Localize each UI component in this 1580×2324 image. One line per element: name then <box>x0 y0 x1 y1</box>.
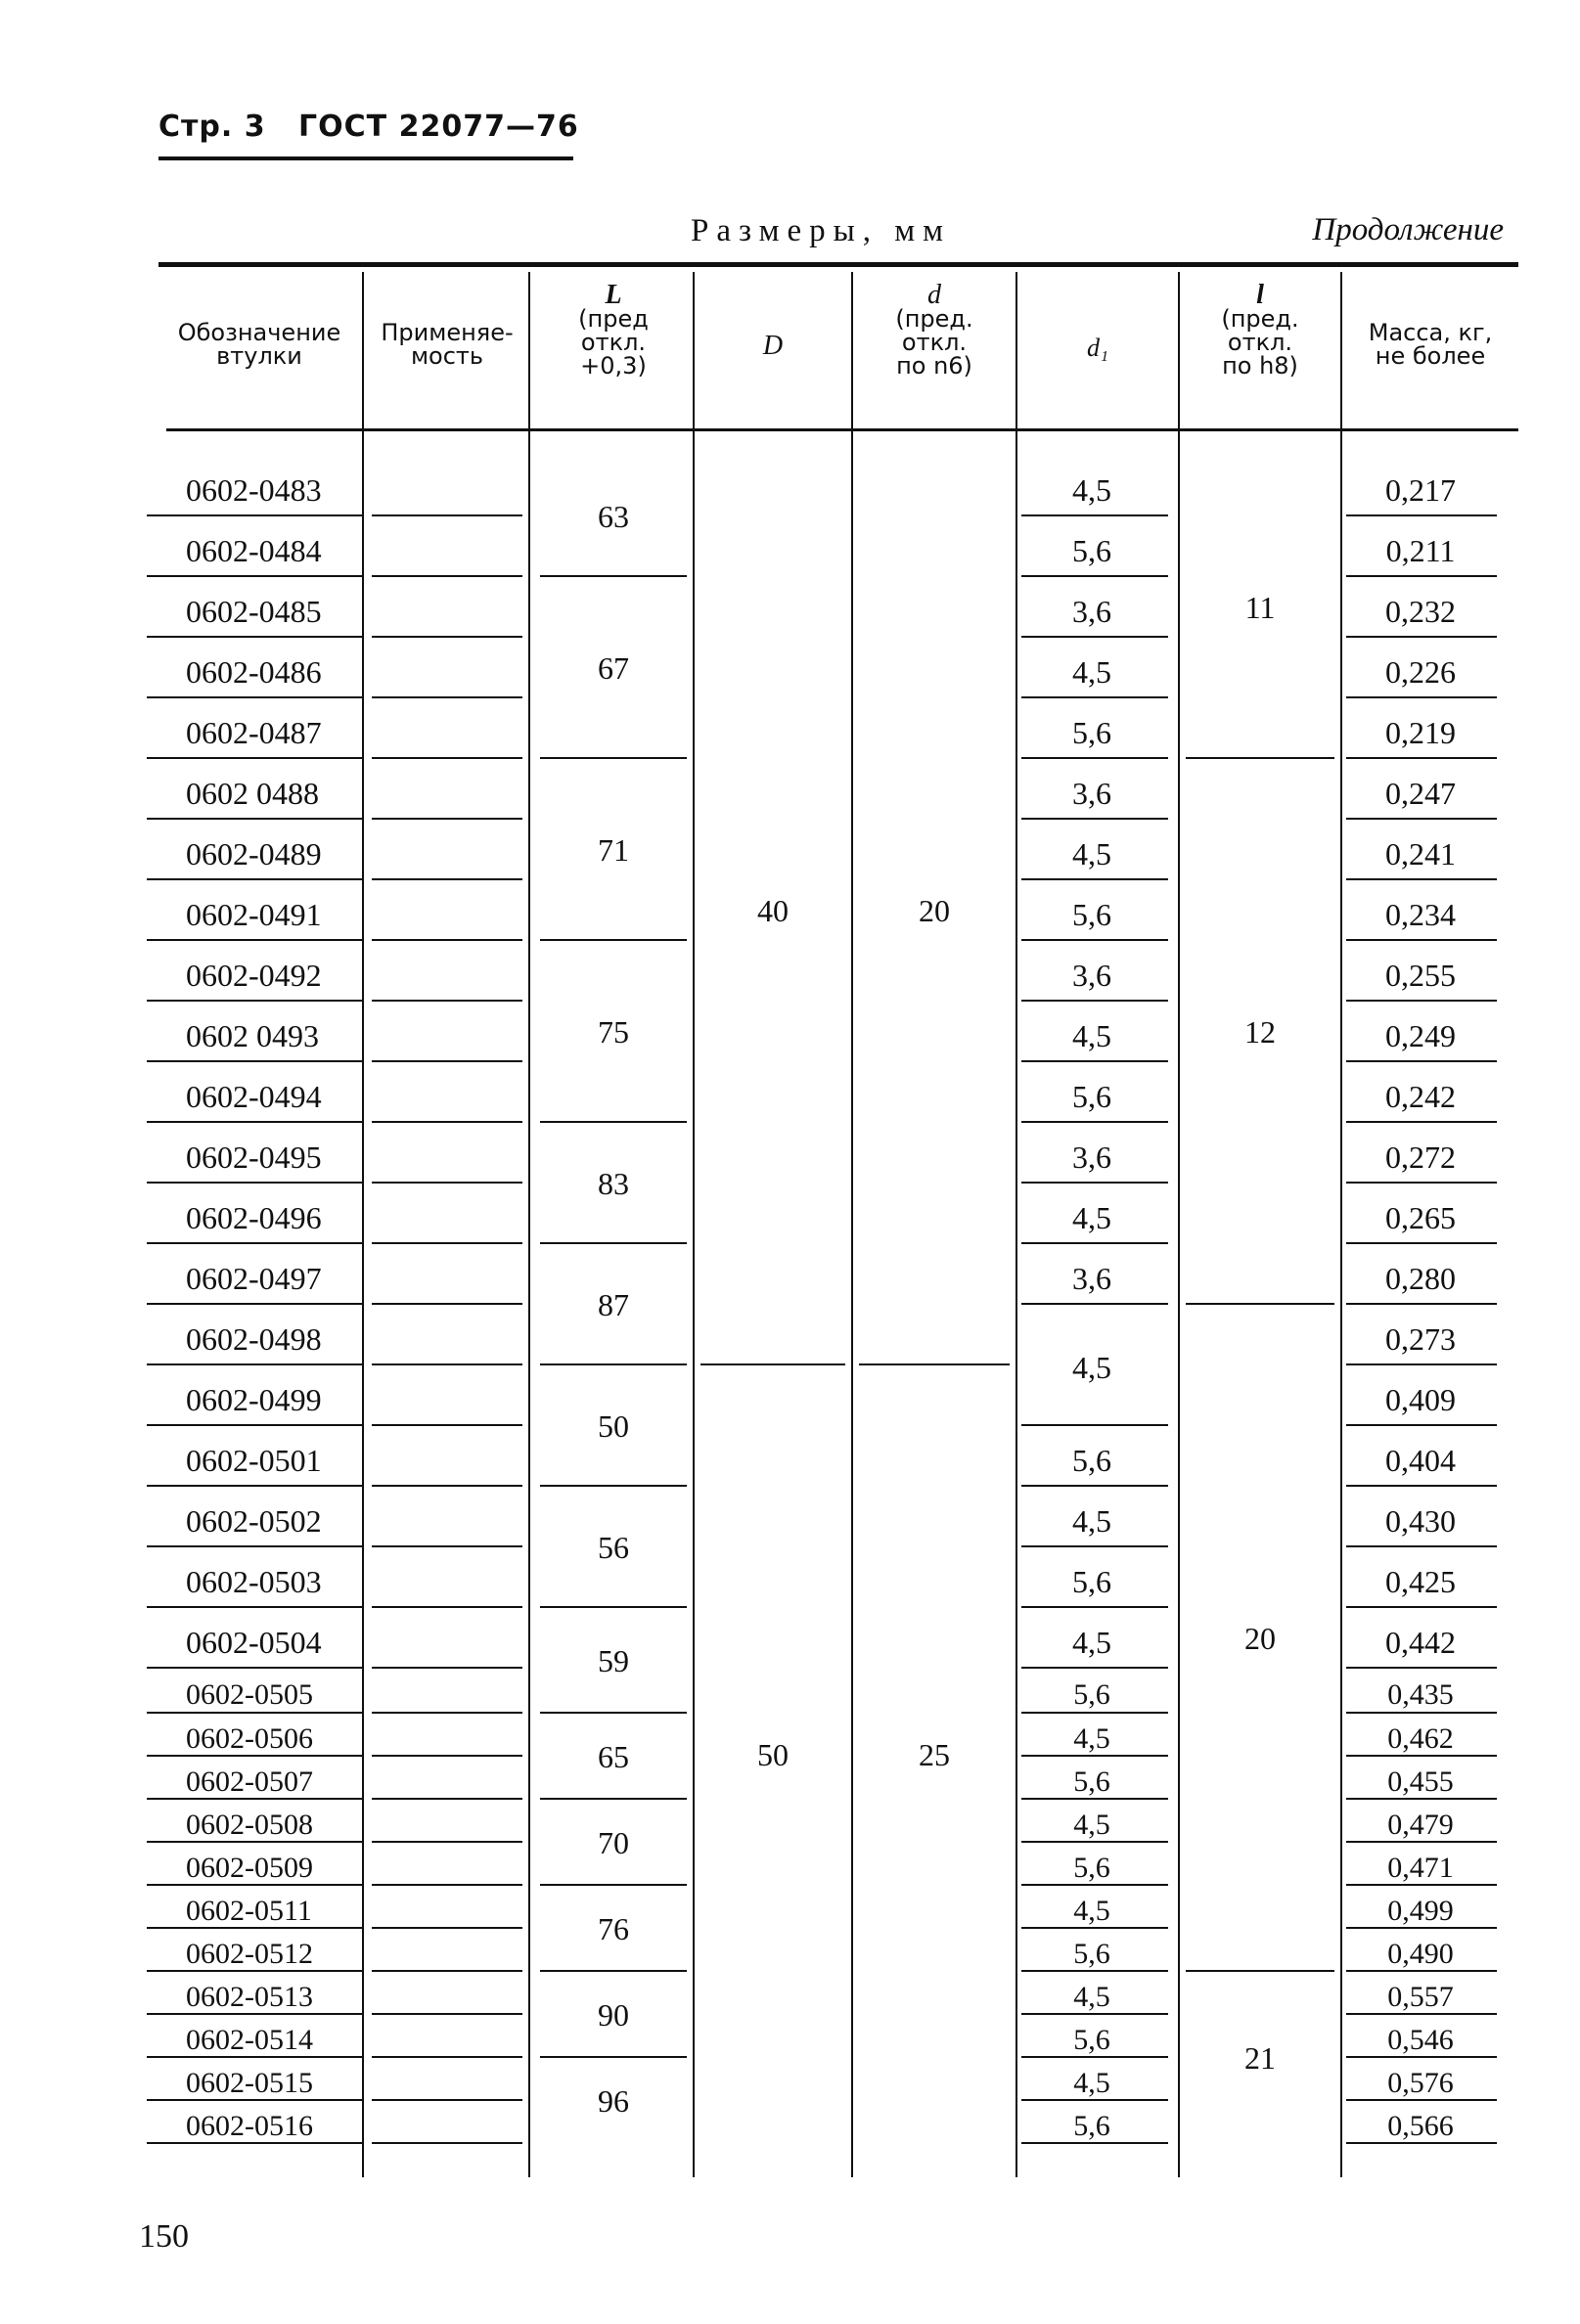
L-cell-rule <box>540 757 687 759</box>
row-rule <box>1021 1000 1168 1002</box>
row-rule <box>1346 1242 1497 1244</box>
row-rule <box>1346 1303 1497 1305</box>
mass-cell: 0,404 <box>1385 1443 1456 1478</box>
page-label: Стр. 3 <box>158 110 266 144</box>
d1-cell: 5,6 <box>1073 1852 1110 1884</box>
row-rule <box>147 818 362 820</box>
row-rule <box>1021 757 1168 759</box>
d1-cell: 5,6 <box>1072 1564 1111 1599</box>
row-rule <box>1346 1884 1497 1886</box>
mass-cell: 0,272 <box>1385 1140 1456 1175</box>
row-rule <box>1346 1970 1497 1972</box>
column-rule <box>693 272 695 2177</box>
row-rule <box>372 2099 522 2101</box>
row-rule <box>147 1841 362 1843</box>
L-cell-rule <box>540 1712 687 1714</box>
designation-cell: 0602-0496 <box>186 1200 322 1235</box>
row-rule <box>372 1363 522 1365</box>
row-rule <box>147 1303 362 1305</box>
row-rule <box>1021 1182 1168 1184</box>
continuation-label: Продолжение <box>1312 212 1504 247</box>
header-d-note: (пред. откл. по n6) <box>895 305 973 380</box>
row-rule <box>372 1060 522 1062</box>
designation-cell: 0602-0511 <box>186 1895 312 1927</box>
row-rule <box>147 1755 362 1757</box>
row-rule <box>147 2142 362 2144</box>
table-header-bottom-rule <box>166 428 1518 431</box>
standard-label: ГОСТ 22077—76 <box>298 110 579 144</box>
row-rule <box>372 1667 522 1669</box>
d1-cell: 4,5 <box>1073 2067 1110 2099</box>
row-rule <box>372 636 522 638</box>
d1-cell: 3,6 <box>1072 1140 1111 1175</box>
L-cell: 83 <box>598 1166 629 1201</box>
designation-cell: 0602-0515 <box>186 2067 313 2099</box>
row-rule <box>1346 818 1497 820</box>
header-L-note: (пред откл. +0,3) <box>578 305 649 380</box>
header-D <box>695 331 851 361</box>
row-rule <box>1021 1545 1168 1547</box>
header-underline <box>158 156 573 160</box>
d1-cell: 5,6 <box>1073 1938 1110 1970</box>
row-rule <box>1346 1841 1497 1843</box>
row-rule <box>1021 878 1168 880</box>
d1-cell: 3,6 <box>1072 594 1111 629</box>
row-rule <box>372 818 522 820</box>
row-rule <box>372 1606 522 1608</box>
row-rule <box>147 1606 362 1608</box>
d1-cell: 3,6 <box>1072 776 1111 811</box>
d1-cell: 4,5 <box>1072 1503 1111 1539</box>
row-rule <box>1346 1182 1497 1184</box>
l-cell-rule <box>1186 757 1334 759</box>
L-cell: 70 <box>598 1825 629 1860</box>
row-rule <box>1346 1121 1497 1123</box>
row-rule <box>1021 1242 1168 1244</box>
mass-cell: 0,490 <box>1387 1938 1454 1970</box>
row-rule <box>147 2099 362 2101</box>
row-rule <box>1021 2013 1168 2015</box>
d1-cell: 5,6 <box>1072 715 1111 750</box>
row-rule <box>147 2056 362 2058</box>
row-rule <box>1346 696 1497 698</box>
row-rule <box>147 1000 362 1002</box>
d1-cell: 5,6 <box>1073 1765 1110 1798</box>
designation-cell: 0602-0508 <box>186 1809 313 1841</box>
L-cell: 63 <box>598 499 629 534</box>
row-rule <box>1346 878 1497 880</box>
header-D-symbol: D <box>762 331 784 361</box>
designation-cell: 0602-0506 <box>186 1722 313 1755</box>
page-header <box>158 110 601 144</box>
row-rule <box>372 1121 522 1123</box>
row-rule <box>147 1927 362 1929</box>
row-rule <box>1021 514 1168 516</box>
row-rule <box>1346 2142 1497 2144</box>
row-rule <box>1021 818 1168 820</box>
L-cell: 65 <box>598 1739 629 1774</box>
d1-cell: 4,5 <box>1072 1625 1111 1660</box>
row-rule <box>1346 575 1497 577</box>
header-mass: Масса, кг, не более <box>1368 319 1493 370</box>
L-cell: 59 <box>598 1643 629 1678</box>
row-rule <box>1346 1545 1497 1547</box>
designation-cell: 0602-0491 <box>186 897 322 932</box>
L-cell: 50 <box>598 1408 629 1444</box>
d1-cell: 5,6 <box>1073 2024 1110 2056</box>
d1-cell: 4,5 <box>1072 1200 1111 1235</box>
d1-cell: 4,5 <box>1072 654 1111 690</box>
mass-cell: 0,211 <box>1385 533 1456 568</box>
row-rule <box>372 939 522 941</box>
d-cell: 25 <box>919 1737 950 1772</box>
mass-cell: 0,217 <box>1385 472 1456 508</box>
header-l-symbol: l <box>1256 280 1264 310</box>
column-rule <box>851 272 853 2177</box>
designation-cell: 0602-0498 <box>186 1321 322 1357</box>
mass-cell: 0,442 <box>1385 1625 1456 1660</box>
d1-merged-cell: 4,5 <box>1072 1350 1111 1385</box>
d1-cell: 3,6 <box>1072 958 1111 993</box>
designation-cell: 0602-0505 <box>186 1678 313 1711</box>
designation-cell: 0602-0503 <box>186 1564 322 1599</box>
designation-cell: 0602-0512 <box>186 1938 313 1970</box>
L-cell: 90 <box>598 1997 629 2033</box>
d1-cell: 3,6 <box>1072 1261 1111 1296</box>
row-rule <box>1346 1712 1497 1714</box>
d1-cell: 5,6 <box>1072 1079 1111 1114</box>
row-rule <box>372 2013 522 2015</box>
row-rule <box>1346 1606 1497 1608</box>
row-rule <box>372 1303 522 1305</box>
row-rule <box>1021 1712 1168 1714</box>
row-rule <box>147 514 362 516</box>
d1-cell: 4,5 <box>1072 1018 1111 1053</box>
row-rule <box>1346 757 1497 759</box>
row-rule <box>1021 1121 1168 1123</box>
row-rule <box>1346 514 1497 516</box>
row-rule <box>147 1363 362 1365</box>
d1-cell: 4,5 <box>1072 472 1111 508</box>
row-rule <box>147 1121 362 1123</box>
row-rule <box>372 1755 522 1757</box>
row-rule <box>1021 575 1168 577</box>
mass-cell: 0,219 <box>1385 715 1456 750</box>
row-rule <box>1346 1755 1497 1757</box>
row-rule <box>372 1927 522 1929</box>
L-cell: 56 <box>598 1530 629 1565</box>
row-rule <box>1346 1424 1497 1426</box>
mass-cell: 0,425 <box>1385 1564 1456 1599</box>
row-rule <box>1021 1970 1168 1972</box>
row-rule <box>147 939 362 941</box>
row-rule <box>1021 2056 1168 2058</box>
d1-cell: 4,5 <box>1073 1809 1110 1841</box>
L-cell: 75 <box>598 1014 629 1050</box>
column-rule <box>1178 272 1180 2177</box>
header-designation: Обозначение втулки <box>177 319 341 370</box>
mass-cell: 0,566 <box>1387 2110 1454 2142</box>
mass-cell: 0,576 <box>1387 2067 1454 2099</box>
header-d1 <box>1017 336 1178 360</box>
row-rule <box>1346 939 1497 941</box>
dimensions-caption: Размеры, мм <box>691 213 952 248</box>
row-rule <box>147 1798 362 1800</box>
designation-cell: 0602 0493 <box>186 1018 319 1053</box>
D-cell: 40 <box>757 893 789 928</box>
L-cell: 96 <box>598 2083 629 2119</box>
designation-cell: 0602-0492 <box>186 958 322 993</box>
d1-cell: 5,6 <box>1072 1443 1111 1478</box>
mass-cell: 0,249 <box>1385 1018 1456 1053</box>
row-rule <box>147 1060 362 1062</box>
d1-cell: 5,6 <box>1072 533 1111 568</box>
row-rule <box>1021 1303 1168 1305</box>
row-rule <box>372 1884 522 1886</box>
L-cell-rule <box>540 1485 687 1487</box>
D-cell-rule <box>700 1363 845 1365</box>
row-rule <box>1021 636 1168 638</box>
row-rule <box>1346 1927 1497 1929</box>
mass-cell: 0,435 <box>1387 1678 1454 1711</box>
L-cell: 67 <box>598 650 629 686</box>
designation-cell: 0602-0489 <box>186 836 322 872</box>
mass-cell: 0,499 <box>1387 1895 1454 1927</box>
d1-cell: 4,5 <box>1073 1895 1110 1927</box>
row-rule <box>372 1970 522 1972</box>
row-rule <box>1021 1485 1168 1487</box>
designation-cell: 0602-0497 <box>186 1261 322 1296</box>
l-cell-rule <box>1186 1303 1334 1305</box>
L-cell-rule <box>540 1363 687 1365</box>
mass-cell: 0,546 <box>1387 2024 1454 2056</box>
row-rule <box>1346 2056 1497 2058</box>
row-rule <box>147 1424 362 1426</box>
row-rule <box>1346 2013 1497 2015</box>
row-rule <box>1346 1798 1497 1800</box>
row-rule <box>1021 1841 1168 1843</box>
mass-cell: 0,255 <box>1385 958 1456 993</box>
mass-cell: 0,471 <box>1387 1852 1454 1884</box>
row-rule <box>372 1182 522 1184</box>
designation-cell: 0602-0487 <box>186 715 322 750</box>
designation-cell: 0602-0502 <box>186 1503 322 1539</box>
row-rule <box>1021 1424 1168 1426</box>
row-rule <box>1021 1798 1168 1800</box>
L-cell-rule <box>540 1121 687 1123</box>
d1-cell: 4,5 <box>1073 1722 1110 1755</box>
header-applicability: Применяе- мость <box>381 319 514 370</box>
row-rule <box>372 1798 522 1800</box>
row-rule <box>147 2013 362 2015</box>
row-rule <box>372 878 522 880</box>
designation-cell: 0602-0484 <box>186 533 322 568</box>
row-rule <box>147 575 362 577</box>
designation-cell: 0602-0514 <box>186 2024 313 2056</box>
row-rule <box>1021 1606 1168 1608</box>
d1-cell: 5,6 <box>1073 2110 1110 2142</box>
designation-cell: 0602-0494 <box>186 1079 322 1114</box>
mass-cell: 0,226 <box>1385 654 1456 690</box>
d1-cell: 5,6 <box>1072 897 1111 932</box>
row-rule <box>1346 1000 1497 1002</box>
d1-cell: 4,5 <box>1073 1981 1110 2013</box>
header-d <box>853 280 1016 380</box>
designation-cell: 0602-0485 <box>186 594 322 629</box>
designation-cell: 0602-0516 <box>186 2110 313 2142</box>
row-rule <box>1021 2099 1168 2101</box>
L-cell-rule <box>540 1606 687 1608</box>
l-cell: 21 <box>1244 2040 1276 2076</box>
mass-cell: 0,234 <box>1385 897 1456 932</box>
row-rule <box>372 1841 522 1843</box>
row-rule <box>147 1667 362 1669</box>
row-rule <box>372 1712 522 1714</box>
designation-cell: 0602-0499 <box>186 1382 322 1417</box>
row-rule <box>372 1242 522 1244</box>
L-cell-rule <box>540 939 687 941</box>
row-rule <box>147 636 362 638</box>
row-rule <box>1021 939 1168 941</box>
row-rule <box>1346 2099 1497 2101</box>
mass-cell: 0,242 <box>1385 1079 1456 1114</box>
row-rule <box>147 696 362 698</box>
row-rule <box>1021 696 1168 698</box>
row-rule <box>372 696 522 698</box>
row-rule <box>1346 1363 1497 1365</box>
mass-cell: 0,557 <box>1387 1981 1454 2013</box>
l-cell: 20 <box>1244 1621 1276 1656</box>
mass-cell: 0,409 <box>1385 1382 1456 1417</box>
designation-cell: 0602-0504 <box>186 1625 322 1660</box>
mass-cell: 0,462 <box>1387 1722 1454 1755</box>
L-cell-rule <box>540 2056 687 2058</box>
row-rule <box>372 757 522 759</box>
mass-cell: 0,247 <box>1385 776 1456 811</box>
row-rule <box>372 1485 522 1487</box>
designation-cell: 0602-0509 <box>186 1852 313 1884</box>
l-cell: 11 <box>1244 590 1276 625</box>
row-rule <box>1021 1755 1168 1757</box>
row-rule <box>372 1424 522 1426</box>
designation-cell: 0602-0513 <box>186 1981 313 2013</box>
row-rule <box>147 1545 362 1547</box>
column-rule <box>362 272 364 2177</box>
row-rule <box>372 2142 522 2144</box>
d1-cell: 4,5 <box>1072 836 1111 872</box>
L-cell-rule <box>540 1798 687 1800</box>
row-rule <box>1021 1060 1168 1062</box>
L-cell-rule <box>540 1242 687 1244</box>
row-rule <box>147 1712 362 1714</box>
l-cell-rule <box>1186 1970 1334 1972</box>
row-rule <box>372 514 522 516</box>
mass-cell: 0,479 <box>1387 1809 1454 1841</box>
header-l-note: (пред. откл. по h8) <box>1221 305 1299 380</box>
mass-cell: 0,273 <box>1385 1321 1456 1357</box>
header-l <box>1180 280 1340 380</box>
column-rule <box>528 272 530 2177</box>
L-cell-rule <box>540 575 687 577</box>
D-cell: 50 <box>757 1737 789 1772</box>
row-rule <box>372 2056 522 2058</box>
mass-cell: 0,232 <box>1385 594 1456 629</box>
row-rule <box>147 878 362 880</box>
row-rule <box>147 1182 362 1184</box>
designation-cell: 0602-0486 <box>186 654 322 690</box>
L-cell-rule <box>540 1884 687 1886</box>
mass-cell: 0,241 <box>1385 836 1456 872</box>
header-L-symbol: L <box>605 280 622 310</box>
row-rule <box>1021 1884 1168 1886</box>
row-rule <box>147 757 362 759</box>
designation-cell: 0602 0488 <box>186 776 319 811</box>
mass-cell: 0,455 <box>1387 1765 1454 1798</box>
designation-cell: 0602-0483 <box>186 472 322 508</box>
row-rule <box>147 1970 362 1972</box>
L-cell-rule <box>540 1970 687 1972</box>
header-d-symbol: d <box>927 280 941 310</box>
L-cell: 76 <box>598 1911 629 1946</box>
L-cell: 87 <box>598 1287 629 1322</box>
designation-cell: 0602-0507 <box>186 1765 313 1798</box>
page-number: 150 <box>139 2218 189 2255</box>
row-rule <box>1021 2142 1168 2144</box>
row-rule <box>1346 636 1497 638</box>
row-rule <box>147 1242 362 1244</box>
d1-cell: 5,6 <box>1073 1678 1110 1711</box>
mass-cell: 0,265 <box>1385 1200 1456 1235</box>
row-rule <box>147 1884 362 1886</box>
designation-cell: 0602-0501 <box>186 1443 322 1478</box>
L-cell: 71 <box>598 832 629 868</box>
row-rule <box>1346 1485 1497 1487</box>
d-cell: 20 <box>919 893 950 928</box>
mass-cell: 0,280 <box>1385 1261 1456 1296</box>
l-cell: 12 <box>1244 1014 1276 1050</box>
row-rule <box>147 1485 362 1487</box>
mass-cell: 0,430 <box>1385 1503 1456 1539</box>
row-rule <box>1021 1927 1168 1929</box>
row-rule <box>1346 1667 1497 1669</box>
table-top-rule <box>158 262 1518 267</box>
row-rule <box>372 1000 522 1002</box>
header-d1-symbol: d₁ <box>1086 334 1109 362</box>
designation-cell: 0602-0495 <box>186 1140 322 1175</box>
row-rule <box>1346 1060 1497 1062</box>
header-L <box>534 280 693 380</box>
row-rule <box>372 575 522 577</box>
row-rule <box>372 1545 522 1547</box>
row-rule <box>1021 1667 1168 1669</box>
d-cell-rule <box>859 1363 1010 1365</box>
